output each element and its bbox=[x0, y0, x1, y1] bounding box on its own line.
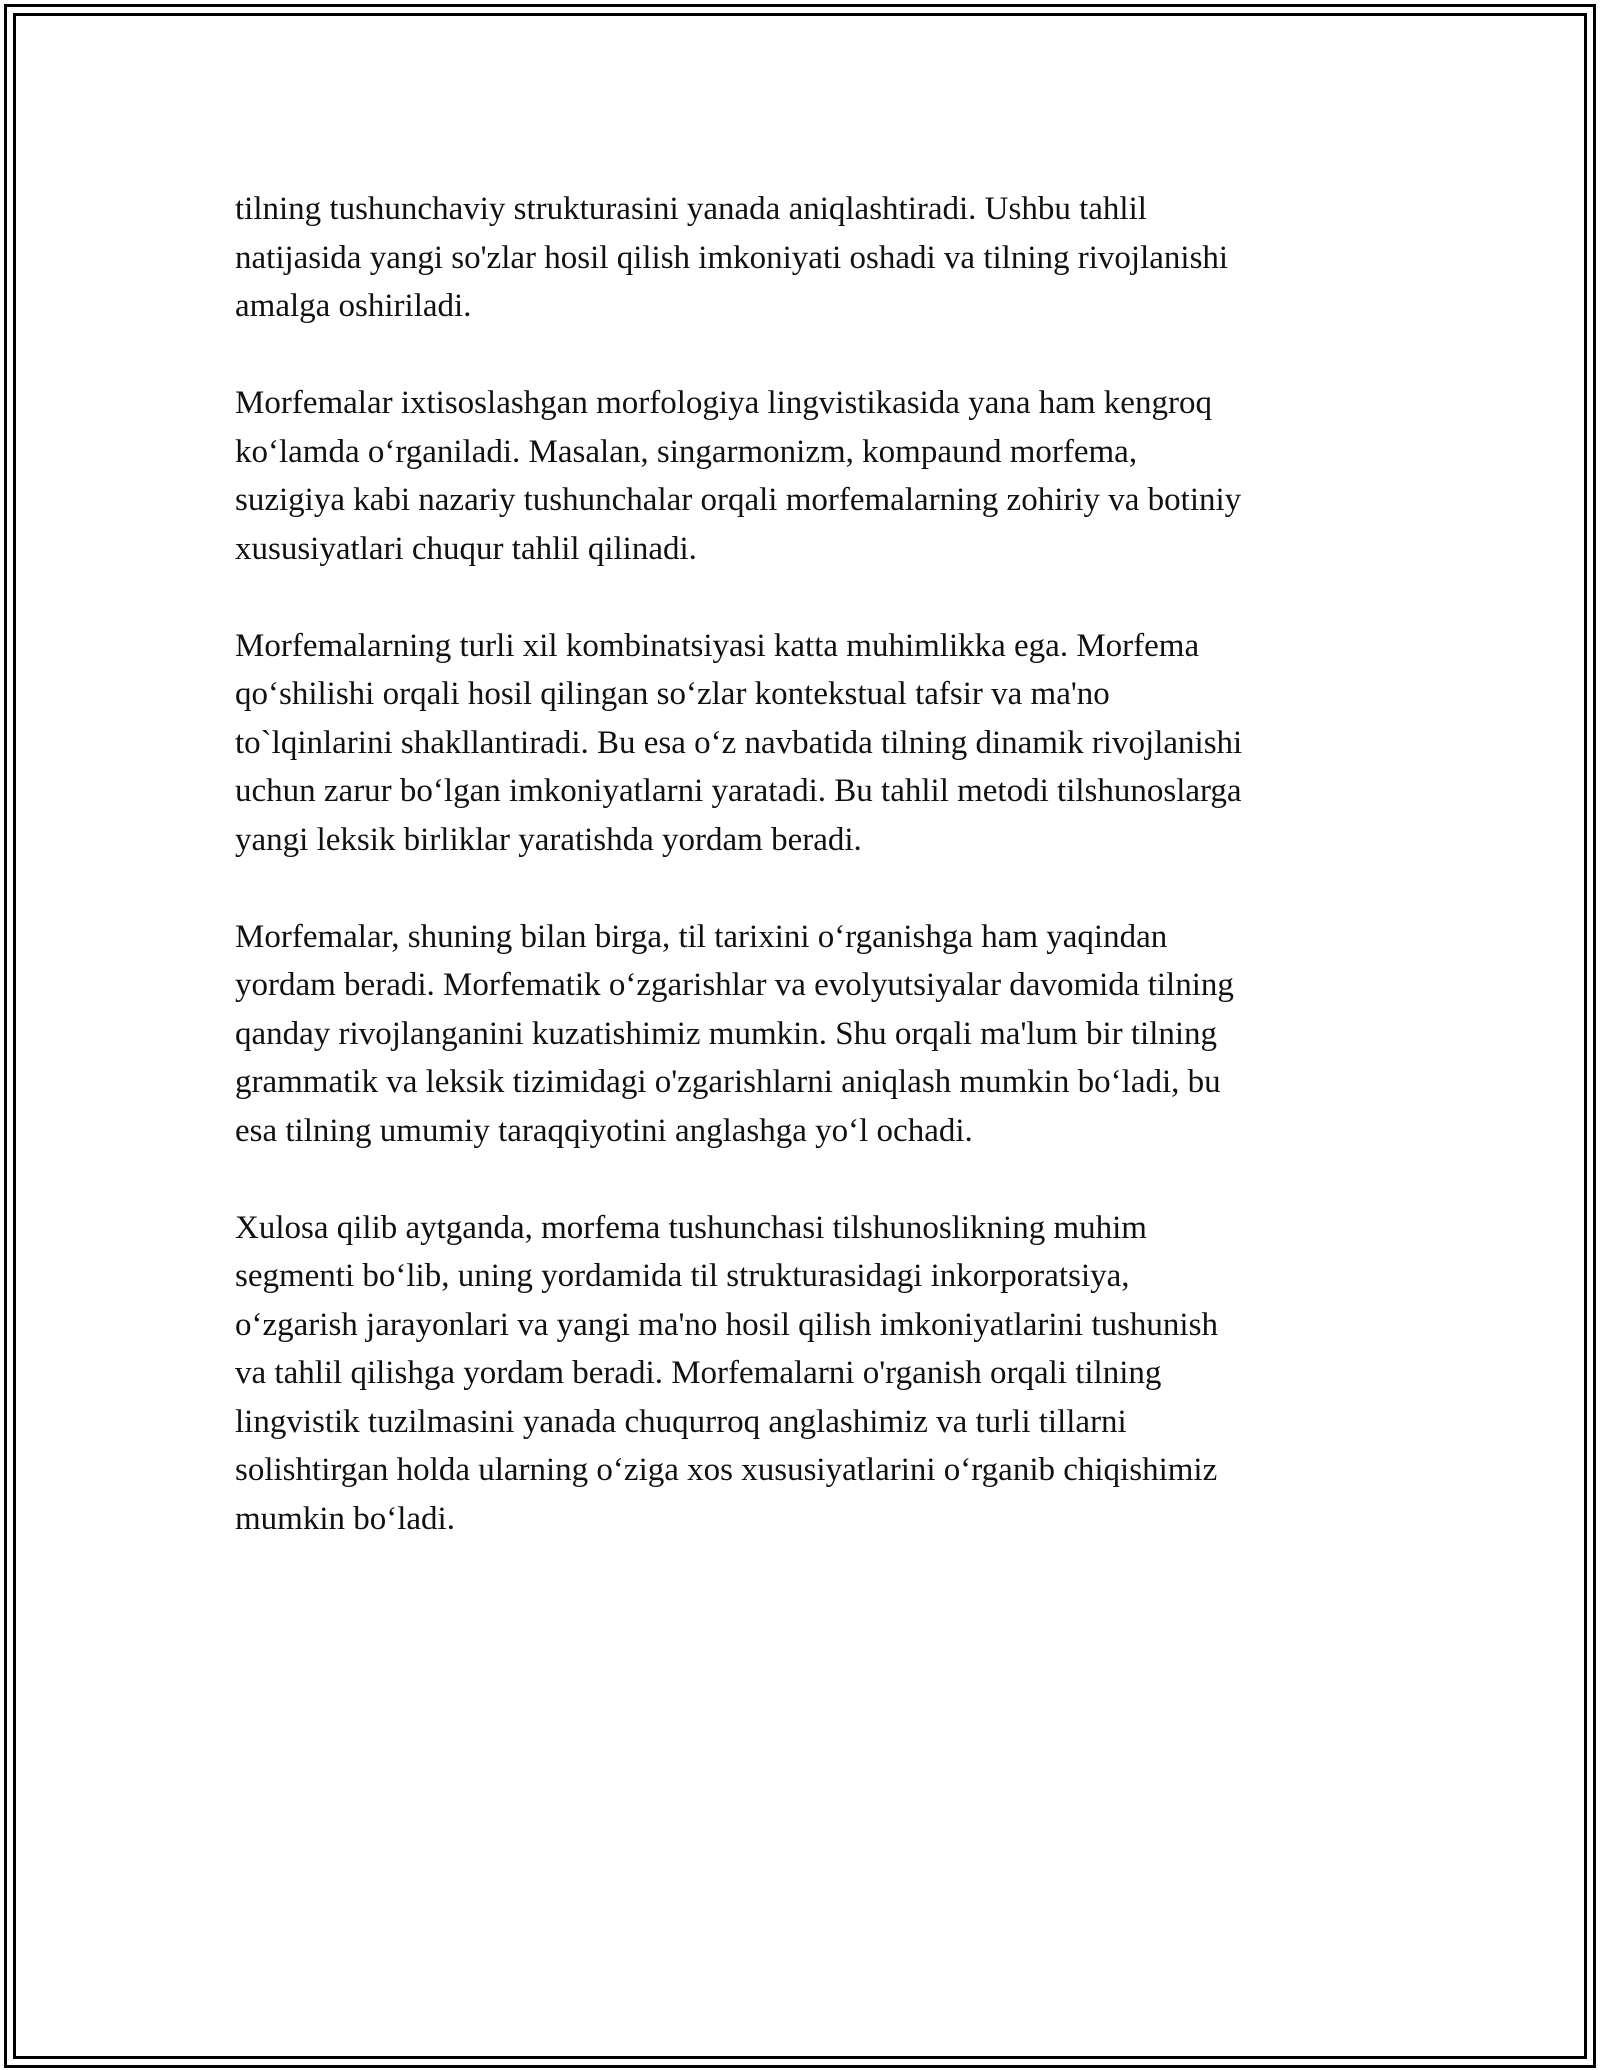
paragraph-1: tilning tushunchaviy strukturasini yanada aniqlashtiradi. Ushbu tahlil natijasida yangi so'zlar hosil qilish imkoniyati oshadi va tilning rivojlanishi amalga oshiriladi. bbox=[235, 191, 1229, 324]
paragraph-4: Morfemalar, shuning bilan birga, til tarixini o‘rganishga ham yaqindan yordam beradi. Morfematik o‘zgarishlar va evolyutsiyalar davomida tilning qanday rivojlanganini kuzatishimiz mumkin. Shu orqali ma'lum bir tilning grammatik va leksik tizimidagi o'zgarishlarni aniqlash mumkin bo‘ladi, bu esa tilning umumiy taraqqiyotini anglashga yo‘l ochadi. bbox=[235, 918, 1234, 1149]
paragraph-2: Morfemalar ixtisoslashgan morfologiya lingvistikasida yana ham kengroq ko‘lamda o‘rganiladi. Masalan, singarmonizm, kompaund morfema, suzigiya kabi nazariy tushunchalar orqali morfemalarning zohiriy va botiniy xususiyatlari chuqur tahlil qilinadi. bbox=[235, 385, 1242, 567]
document-body bbox=[235, 185, 1375, 1592]
paragraph-5: Xulosa qilib aytganda, morfema tushunchasi tilshunoslikning muhim segmenti bo‘lib, uning yordamida til strukturasidagi inkorporatsiya, o‘zgarish jarayonlari va yangi ma'no hosil qilish imkoniyatlarini tushunish va tahlil qilishga yordam beradi. Morfemalarni o'rganish orqali tilning lingvistik tuzilmasini yanada chuqurroq anglashimiz va turli tillarni solishtirgan holda ularning o‘ziga xos xususiyatlarini o‘rganib chiqishimiz mumkin bo‘ladi. bbox=[235, 1209, 1218, 1537]
paragraph-3: Morfemalarning turli xil kombinatsiyasi katta muhimlikka ega. Morfema qo‘shilishi orqali hosil qilingan so‘zlar kontekstual tafsir va ma'no to`lqinlarini shakllantiradi. Bu esa o‘z navbatida tilning dinamik rivojlanishi uchun zarur bo‘lgan imkoniyatlarni yaratadi. Bu tahlil metodi tilshunoslarga yangi leksik birliklar yaratishda yordam beradi. bbox=[235, 627, 1243, 858]
